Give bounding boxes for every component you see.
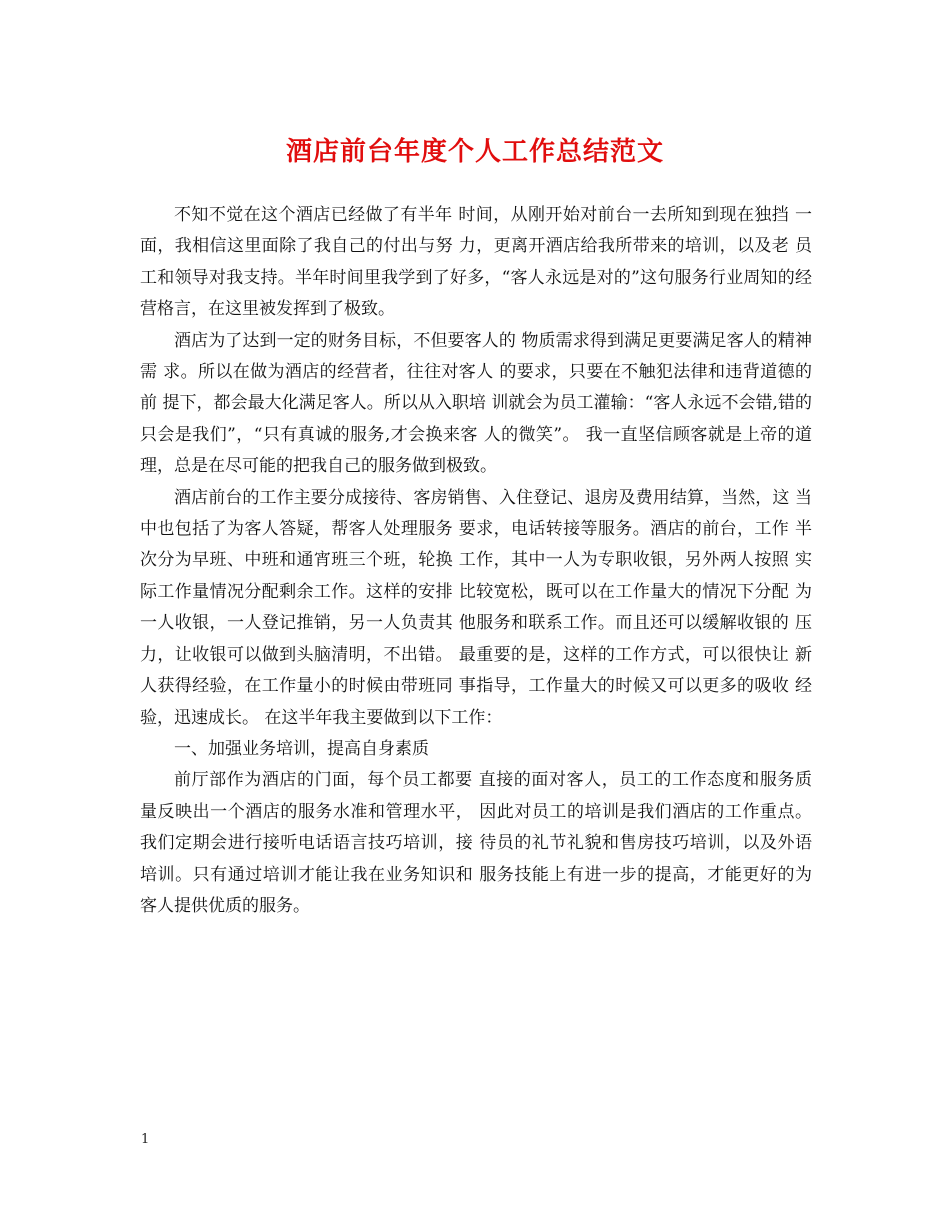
paragraph-1: 不知不觉在这个酒店已经做了有半年 时间，从刚开始对前台一去所知到现在独挡 一面，我相信这里面除了我自己的付出与努 力，更离开酒店给我所带来的培训，以及老 员工和领导对我支持。半年时间里我学到了好多，“客人永远是对的”这句服务行业周知的经营格言，在这里被发挥到了极致。: [140, 205, 812, 320]
section-heading-1: 一、加强业务培训，提高自身素质: [174, 738, 429, 759]
paragraph-3: 酒店前台的工作主要分成接待、客房销售、入住登记、退房及费用结算，当然，这 当中也包括了为客人答疑，帮客人处理服务 要求，电话转接等服务。酒店的前台，工作 半次分为早班、中班和通宵班三个班，轮换 工作，其中一人为专职收银，另外两人按照 实际工作量情况分配剩余工作。这样的安排 比较宽松，既可以在工作量大的情况下分配 为一人收银，一人登记推销，另一人负责其 他服务和联系工作。而且还可以缓解收银的 压力，让收银可以做到头脑清明，不出错。 最重要的是，这样的工作方式，可以很快让 新人获得经验，在工作量小的时候由带班同 事指导，工作量大的时候又可以更多的吸收 经验，迅速成长。 在这半年我主要做到以下工作：: [140, 487, 812, 728]
page-number: 1: [141, 1132, 150, 1147]
document-body: [140, 200, 812, 922]
document-title: 酒店前台年度个人工作总结范文: [285, 137, 664, 167]
paragraph-2: 酒店为了达到一定的财务目标，不但要客人的 物质需求得到满足更要满足客人的精神需 求。所以在做为酒店的经营者，往往对客人 的要求，只要在不触犯法律和违背道德的前 提下，都会最大化满足客人。所以从入职培 训就会为员工灌输：“客人永远不会错,错的 只会是我们”，“只有真诚的服务,才会换来客 人的微笑”。 我一直坚信顾客就是上帝的道 理，总是在尽可能的把我自己的服务做到极致。: [140, 330, 812, 477]
paragraph-4: 前厅部作为酒店的门面，每个员工都要 直接的面对客人，员工的工作态度和服务质 量反映出一个酒店的服务水准和管理水平， 因此对员工的培训是我们酒店的工作重点。 我们定期会进行接听电话语言技巧培训，接 待员的礼节礼貌和售房技巧培训，以及外语 培训。只有通过培训才能让我在业务知识和 服务技能上有进一步的提高，才能更好的为 客人提供优质的服务。: [140, 770, 812, 916]
